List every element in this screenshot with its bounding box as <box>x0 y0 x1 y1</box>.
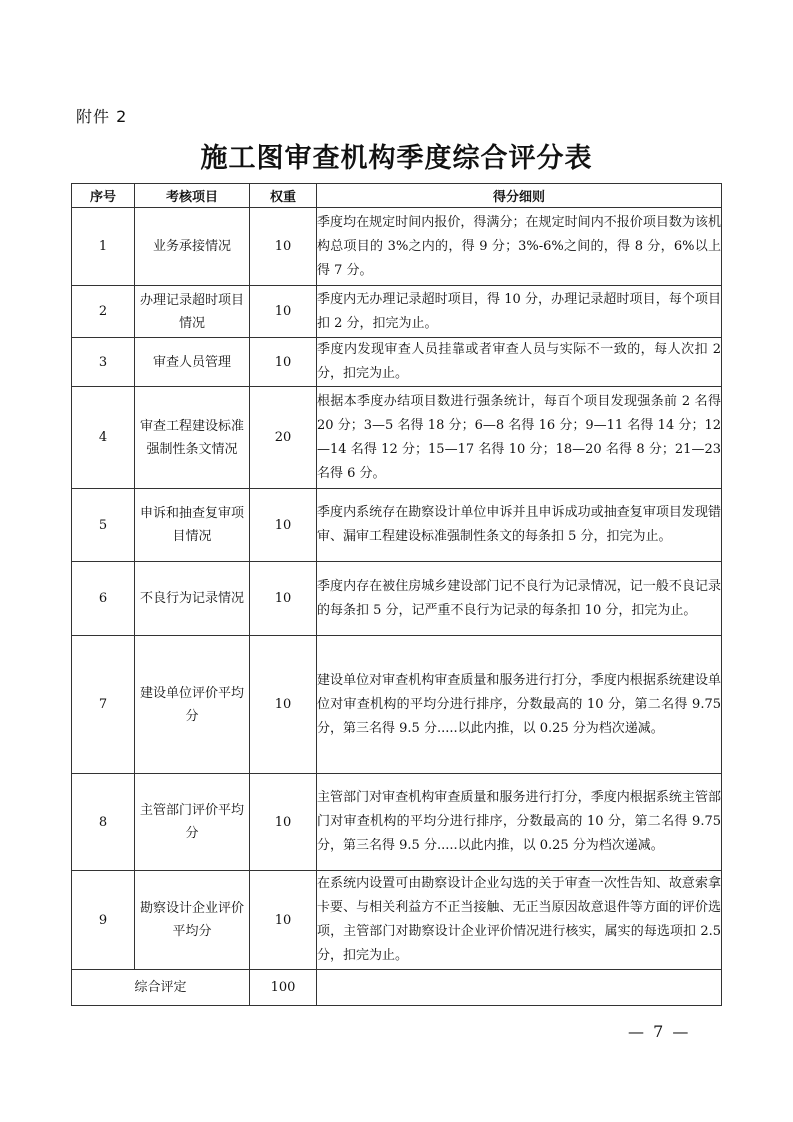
page-number: — 7 — <box>628 1022 691 1041</box>
row-number: 9 <box>72 871 135 970</box>
item-weight: 10 <box>250 871 317 970</box>
scoring-detail: 主管部门对审查机构审查质量和服务进行打分，季度内根据系统主管部门对审查机构的平均分进行排序，分数最高的 10 分，第二名得 9.75 分，第三名得 9.5 分.....以此内推，以 0.25 分为档次递减。 <box>317 774 722 871</box>
scoring-detail: 季度内存在被住房城乡建设部门记不良行为记录情况，记一般不良记录的每条扣 5 分，记严重不良行为记录的每条扣 10 分，扣完为止。 <box>317 562 722 636</box>
table-row <box>72 562 722 636</box>
item-weight: 10 <box>250 774 317 871</box>
row-number: 6 <box>72 562 135 636</box>
scoring-detail: 季度内无办理记录超时项目，得 10 分，办理记录超时项目，每个项目扣 2 分，扣完为止。 <box>317 286 722 338</box>
row-number: 1 <box>72 208 135 286</box>
scoring-detail: 建设单位对审查机构审查质量和服务进行打分，季度内根据系统建设单位对审查机构的平均分进行排序，分数最高的 10 分，第二名得 9.75 分，第三名得 9.5 分.....以此内推，以 0.25 分为档次递减。 <box>317 636 722 774</box>
row-number: 8 <box>72 774 135 871</box>
scoring-detail: 在系统内设置可由勘察设计企业勾选的关于审查一次性告知、故意索拿卡要、与相关利益方不正当接触、无正当原因故意退件等方面的评价选项，主管部门对勘察设计企业评价情况进行核实，属实的每选项扣 2.5 分，扣完为止。 <box>317 871 722 970</box>
item-weight: 10 <box>250 286 317 338</box>
assessment-item: 业务承接情况 <box>135 208 250 286</box>
column-header-weight: 权重 <box>250 184 317 208</box>
column-header-no: 序号 <box>72 184 135 208</box>
assessment-item: 不良行为记录情况 <box>135 562 250 636</box>
table-row <box>72 774 722 871</box>
assessment-item: 审查人员管理 <box>135 338 250 387</box>
row-number: 4 <box>72 387 135 489</box>
table-row <box>72 871 722 970</box>
table-row <box>72 387 722 489</box>
summary-detail <box>317 970 722 1006</box>
assessment-item: 申诉和抽查复审项目情况 <box>135 489 250 562</box>
document-title: 施工图审查机构季度综合评分表 <box>200 143 593 174</box>
assessment-item: 建设单位评价平均分 <box>135 636 250 774</box>
row-number: 2 <box>72 286 135 338</box>
row-number: 3 <box>72 338 135 387</box>
assessment-item: 办理记录超时项目情况 <box>135 286 250 338</box>
row-number: 5 <box>72 489 135 562</box>
table-header-row <box>72 184 722 208</box>
table-row <box>72 636 722 774</box>
item-weight: 20 <box>250 387 317 489</box>
summary-label: 综合评定 <box>72 970 250 1006</box>
table-row <box>72 286 722 338</box>
item-weight: 10 <box>250 636 317 774</box>
assessment-item: 审查工程建设标准强制性条文情况 <box>135 387 250 489</box>
item-weight: 10 <box>250 562 317 636</box>
column-header-item: 考核项目 <box>135 184 250 208</box>
score-table <box>71 183 722 1006</box>
item-weight: 10 <box>250 489 317 562</box>
scoring-detail: 季度内系统存在勘察设计单位申诉并且申诉成功或抽查复审项目发现错审、漏审工程建设标准强制性条文的每条扣 5 分，扣完为止。 <box>317 489 722 562</box>
item-weight: 10 <box>250 338 317 387</box>
assessment-item: 主管部门评价平均分 <box>135 774 250 871</box>
column-header-detail: 得分细则 <box>317 184 722 208</box>
table-row <box>72 208 722 286</box>
scoring-detail: 季度内发现审查人员挂靠或者审查人员与实际不一致的，每人次扣 2 分，扣完为止。 <box>317 338 722 387</box>
table-row <box>72 489 722 562</box>
summary-weight: 100 <box>250 970 317 1006</box>
assessment-item: 勘察设计企业评价平均分 <box>135 871 250 970</box>
item-weight: 10 <box>250 208 317 286</box>
scoring-detail: 根据本季度办结项目数进行强条统计，每百个项目发现强条前 2 名得 20 分；3—5 名得 18 分；6—8 名得 16 分；9—11 名得 14 分；12—14 名得 12 分；15—17 名得 10 分；18—20 名得 8 分；21—23 名得 6 分。 <box>317 387 722 489</box>
row-number: 7 <box>72 636 135 774</box>
summary-row <box>72 970 722 1006</box>
scoring-detail: 季度均在规定时间内报价，得满分；在规定时间内不报价项目数为该机构总项目的 3%之内的，得 9 分；3%-6%之间的，得 8 分，6%以上得 7 分。 <box>317 208 722 286</box>
table-row <box>72 338 722 387</box>
attachment-label: 附件 2 <box>76 107 128 126</box>
